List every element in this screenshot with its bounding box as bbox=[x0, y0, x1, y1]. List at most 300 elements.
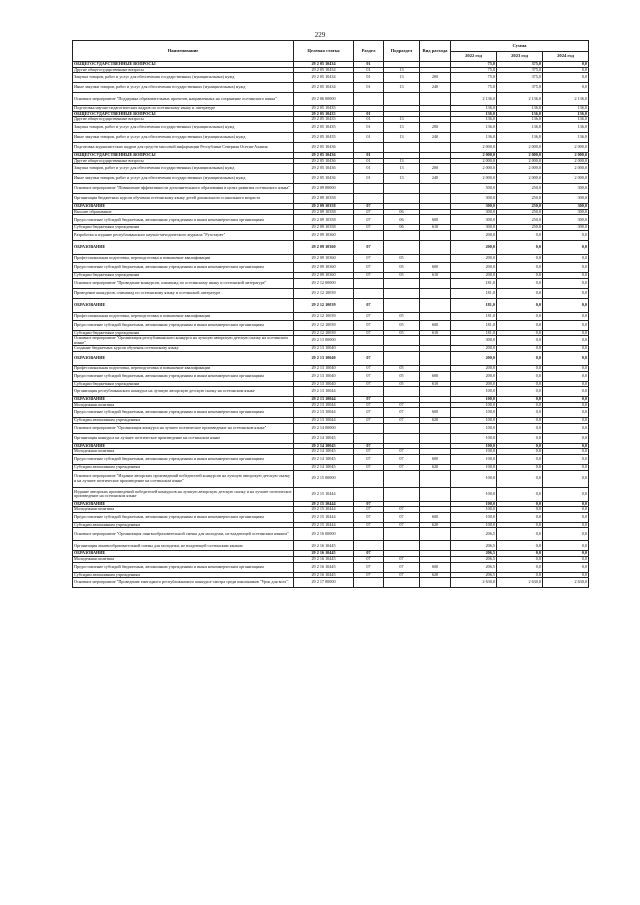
cell-subsection bbox=[384, 278, 420, 288]
cell-2023: 0,0 bbox=[497, 433, 543, 443]
cell-2022: 206,5 bbox=[451, 528, 497, 541]
cell-subsection: 07 bbox=[384, 557, 420, 563]
table-row bbox=[73, 262, 589, 272]
cell-2022: 75,0 bbox=[451, 73, 497, 83]
cell-2023: 0,0 bbox=[497, 512, 543, 522]
cell-2024: 0,0 bbox=[543, 262, 589, 272]
cell-code: 29 2 12 10039 bbox=[294, 288, 354, 298]
cell-name: Основное мероприятие "Поддержка образовательных проектов, направленных на сохранение осетинского языка" bbox=[73, 93, 294, 106]
cell-2023: 250,0 bbox=[497, 204, 543, 210]
cell-2022: 100,0 bbox=[451, 387, 497, 397]
cell-subsection: 07 bbox=[384, 402, 420, 408]
cell-subsection: 06 bbox=[384, 225, 420, 231]
cell-expense-type: 620 bbox=[420, 418, 451, 424]
cell-section: 01 bbox=[354, 83, 384, 93]
cell-expense-type bbox=[420, 433, 451, 443]
cell-section bbox=[354, 387, 384, 397]
cell-name: Закупка товаров, работ и услуг для обеспечения государственных (муниципальных) нужд bbox=[73, 122, 294, 132]
cell-2023: 250,0 bbox=[497, 194, 543, 204]
table-row bbox=[73, 132, 589, 142]
cell-section: 07 bbox=[354, 262, 384, 272]
cell-2022: 181,0 bbox=[451, 278, 497, 288]
cell-2023: 2 000,0 bbox=[497, 174, 543, 184]
cell-expense-type: 600 bbox=[420, 512, 451, 522]
cell-2023: 0,0 bbox=[497, 240, 543, 254]
cell-name: ОБЩЕГОСУДАРСТВЕННЫЕ ВОПРОСЫ bbox=[73, 62, 294, 68]
cell-expense-type bbox=[420, 528, 451, 541]
cell-subsection: 13 bbox=[384, 73, 420, 83]
cell-2022: 75,0 bbox=[451, 83, 497, 93]
cell-name: Высшее образование bbox=[73, 209, 294, 215]
cell-2024: 2 000,0 bbox=[543, 152, 589, 158]
col-header-name: Наименование bbox=[73, 41, 294, 62]
cell-expense-type: 620 bbox=[420, 465, 451, 471]
cell-expense-type bbox=[420, 142, 451, 152]
cell-code: 29 2 05 10436 bbox=[294, 142, 354, 152]
cell-2023: 0,0 bbox=[497, 455, 543, 465]
cell-name: Иные закупки товаров, работ и услуг для обеспечения государственных (муниципальных) нужд bbox=[73, 132, 294, 142]
cell-2024: 0,0 bbox=[543, 387, 589, 397]
cell-expense-type bbox=[420, 387, 451, 397]
cell-2024: 0,0 bbox=[543, 433, 589, 443]
cell-2024: 0,0 bbox=[543, 528, 589, 541]
cell-2024: 0,0 bbox=[543, 62, 589, 68]
cell-expense-type: 200 bbox=[420, 73, 451, 83]
cell-2023: 0,0 bbox=[497, 288, 543, 298]
cell-2023: 0,0 bbox=[497, 397, 543, 403]
cell-2023: 2 000,0 bbox=[497, 158, 543, 164]
cell-name: Проведение конкурсов, олимпиад по осетинскому языку и осетинской литературе bbox=[73, 288, 294, 298]
col-header-2022: 2022 год bbox=[451, 52, 497, 62]
cell-code: 29 2 05 10436 bbox=[294, 158, 354, 164]
cell-2024: 2 630,0 bbox=[543, 578, 589, 588]
cell-expense-type bbox=[420, 278, 451, 288]
cell-code: 29 2 14 10045 bbox=[294, 443, 354, 449]
cell-expense-type: 200 bbox=[420, 122, 451, 132]
table-row bbox=[73, 336, 589, 346]
cell-expense-type bbox=[420, 470, 451, 487]
cell-code: 29 2 05 10434 bbox=[294, 83, 354, 93]
cell-name: Молодежная политика bbox=[73, 507, 294, 513]
cell-2023: 0,0 bbox=[497, 470, 543, 487]
cell-2024: 300,0 bbox=[543, 204, 589, 210]
cell-expense-type: 600 bbox=[420, 262, 451, 272]
cell-section: 07 bbox=[354, 365, 384, 371]
cell-2024: 0,0 bbox=[543, 298, 589, 312]
cell-code: 29 2 15 10444 bbox=[294, 501, 354, 507]
cell-expense-type bbox=[420, 184, 451, 194]
cell-2022: 100,0 bbox=[451, 487, 497, 501]
cell-expense-type: 610 bbox=[420, 272, 451, 278]
cell-section bbox=[354, 470, 384, 487]
cell-2022: 75,0 bbox=[451, 67, 497, 73]
cell-section: 01 bbox=[354, 117, 384, 123]
cell-code: 29 2 13 10040 bbox=[294, 351, 354, 365]
cell-code: 29 2 14 00000 bbox=[294, 423, 354, 433]
table-row bbox=[73, 254, 589, 262]
cell-2024: 0,0 bbox=[543, 443, 589, 449]
cell-2022: 2 000,0 bbox=[451, 152, 497, 158]
cell-name: Организация республиканского конкурса на лучшую авторскую детскую сказку на осетинском языке bbox=[73, 387, 294, 397]
cell-name: ОБРАЗОВАНИЕ bbox=[73, 501, 294, 507]
cell-section bbox=[354, 487, 384, 501]
cell-code: 29 2 14 10045 bbox=[294, 449, 354, 455]
cell-2023: 0,0 bbox=[497, 541, 543, 551]
table-row bbox=[73, 122, 589, 132]
cell-expense-type: 600 bbox=[420, 371, 451, 381]
cell-expense-type bbox=[420, 288, 451, 298]
cell-section bbox=[354, 93, 384, 106]
cell-name: Субсидии автономным учреждениям bbox=[73, 465, 294, 471]
cell-name: Создание бюджетных курсов обучения осетинскому языку bbox=[73, 346, 294, 352]
cell-name: Предоставление субсидий бюджетным, автономным учреждениям и иным некоммерческим организациям bbox=[73, 408, 294, 418]
cell-expense-type: 620 bbox=[420, 522, 451, 528]
table-row bbox=[73, 93, 589, 106]
cell-2022: 200,0 bbox=[451, 230, 497, 240]
cell-2022: 300,0 bbox=[451, 215, 497, 225]
cell-2022: 100,0 bbox=[451, 423, 497, 433]
cell-section: 07 bbox=[354, 215, 384, 225]
cell-2024: 0,0 bbox=[543, 455, 589, 465]
table-row bbox=[73, 240, 589, 254]
cell-name: Организация конкурса на лучшее поэтическое произведение на осетинском языке bbox=[73, 433, 294, 443]
cell-section: 07 bbox=[354, 562, 384, 572]
cell-2022: 136,0 bbox=[451, 132, 497, 142]
cell-name: ОБРАЗОВАНИЕ bbox=[73, 551, 294, 557]
cell-code: 29 2 05 10436 bbox=[294, 174, 354, 184]
cell-name: Субсидии автономным учреждениям bbox=[73, 522, 294, 528]
cell-2022: 2 000,0 bbox=[451, 174, 497, 184]
cell-2022: 136,0 bbox=[451, 111, 497, 117]
cell-section: 07 bbox=[354, 512, 384, 522]
cell-section: 07 bbox=[354, 351, 384, 365]
cell-name: Основное мероприятие "Проведение конкурсов, олимпиад по осетинскому языку и осетинской литературе" bbox=[73, 278, 294, 288]
cell-section: 07 bbox=[354, 204, 384, 210]
cell-subsection: 13 bbox=[384, 132, 420, 142]
cell-2024: 2 000,0 bbox=[543, 164, 589, 174]
cell-2024: 136,0 bbox=[543, 122, 589, 132]
table-row bbox=[73, 230, 589, 240]
cell-name: Молодежная политика bbox=[73, 557, 294, 563]
table-row bbox=[73, 512, 589, 522]
cell-2022: 500,0 bbox=[451, 184, 497, 194]
cell-2022: 100,0 bbox=[451, 449, 497, 455]
cell-2024: 0,0 bbox=[543, 562, 589, 572]
cell-name: Предоставление субсидий бюджетным, автономным учреждениям и иным некоммерческим организациям bbox=[73, 262, 294, 272]
cell-code: 29 2 09 10358 bbox=[294, 194, 354, 204]
cell-2024: 300,0 bbox=[543, 225, 589, 231]
cell-section: 07 bbox=[354, 209, 384, 215]
table-row bbox=[73, 320, 589, 330]
cell-name: ОБЩЕГОСУДАРСТВЕННЫЕ ВОПРОСЫ bbox=[73, 111, 294, 117]
cell-code: 29 2 09 10360 bbox=[294, 240, 354, 254]
cell-section: 07 bbox=[354, 501, 384, 507]
cell-section: 07 bbox=[354, 465, 384, 471]
cell-2023: 0,0 bbox=[497, 298, 543, 312]
cell-code: 29 2 05 10435 bbox=[294, 117, 354, 123]
cell-name: Другие общегосударственные вопросы bbox=[73, 117, 294, 123]
cell-code: 29 2 13 10040 bbox=[294, 381, 354, 387]
cell-code: 29 2 09 00000 bbox=[294, 184, 354, 194]
cell-2023: 0,0 bbox=[497, 487, 543, 501]
cell-section: 07 bbox=[354, 551, 384, 557]
col-header-2024: 2024 год bbox=[543, 52, 589, 62]
cell-2023: 0,0 bbox=[497, 278, 543, 288]
cell-2024: 0,0 bbox=[543, 402, 589, 408]
cell-2024: 0,0 bbox=[543, 418, 589, 424]
cell-code: 29 2 09 10358 bbox=[294, 204, 354, 210]
table-row bbox=[73, 487, 589, 501]
cell-code: 29 2 13 10044 bbox=[294, 387, 354, 397]
cell-section bbox=[354, 541, 384, 551]
cell-2023: 2 630,0 bbox=[497, 578, 543, 588]
cell-2023: 2 000,0 bbox=[497, 142, 543, 152]
cell-name: Другие общегосударственные вопросы bbox=[73, 67, 294, 73]
table-row bbox=[73, 215, 589, 225]
cell-name: ОБРАЗОВАНИЕ bbox=[73, 351, 294, 365]
cell-section: 01 bbox=[354, 158, 384, 164]
cell-subsection bbox=[384, 240, 420, 254]
cell-2023: 0,0 bbox=[497, 351, 543, 365]
cell-subsection: 05 bbox=[384, 330, 420, 336]
cell-code: 29 2 09 10358 bbox=[294, 225, 354, 231]
cell-2023: 0,0 bbox=[497, 272, 543, 278]
cell-2024: 0,0 bbox=[543, 288, 589, 298]
cell-2022: 100,0 bbox=[451, 443, 497, 449]
table-row bbox=[73, 83, 589, 93]
cell-2024: 300,0 bbox=[543, 215, 589, 225]
cell-subsection: 07 bbox=[384, 408, 420, 418]
cell-section: 07 bbox=[354, 298, 384, 312]
cell-2024: 0,0 bbox=[543, 371, 589, 381]
cell-2023: 0,0 bbox=[497, 336, 543, 346]
cell-section: 01 bbox=[354, 73, 384, 83]
cell-code: 29 2 15 10444 bbox=[294, 512, 354, 522]
cell-2022: 200,0 bbox=[451, 272, 497, 278]
cell-2022: 100,0 bbox=[451, 418, 497, 424]
cell-section: 07 bbox=[354, 522, 384, 528]
cell-code: 29 2 13 10040 bbox=[294, 346, 354, 352]
cell-code: 29 2 17 00000 bbox=[294, 578, 354, 588]
cell-2024: 0,0 bbox=[543, 312, 589, 320]
cell-section: 07 bbox=[354, 254, 384, 262]
cell-name: Закупка товаров, работ и услуг для обеспечения государственных (муниципальных) нужд bbox=[73, 73, 294, 83]
cell-code: 29 2 05 10435 bbox=[294, 111, 354, 117]
cell-2022: 2 000,0 bbox=[451, 164, 497, 174]
cell-2023: 2 000,0 bbox=[497, 164, 543, 174]
cell-subsection: 05 bbox=[384, 381, 420, 387]
cell-section: 07 bbox=[354, 557, 384, 563]
cell-2024: 0,0 bbox=[543, 512, 589, 522]
cell-2023: 375,0 bbox=[497, 73, 543, 83]
cell-expense-type bbox=[420, 336, 451, 346]
cell-expense-type bbox=[420, 578, 451, 588]
cell-section bbox=[354, 423, 384, 433]
cell-2023: 0,0 bbox=[497, 254, 543, 262]
col-header-section: Раздел bbox=[354, 41, 384, 62]
cell-2023: 0,0 bbox=[497, 449, 543, 455]
cell-2024: 0,0 bbox=[543, 487, 589, 501]
cell-section: 07 bbox=[354, 381, 384, 387]
cell-2022: 2 000,0 bbox=[451, 142, 497, 152]
cell-expense-type bbox=[420, 298, 451, 312]
budget-table bbox=[72, 40, 589, 588]
cell-expense-type: 600 bbox=[420, 215, 451, 225]
cell-expense-type: 610 bbox=[420, 330, 451, 336]
cell-subsection: 05 bbox=[384, 371, 420, 381]
cell-name: ОБРАЗОВАНИЕ bbox=[73, 204, 294, 210]
cell-2023: 136,0 bbox=[497, 132, 543, 142]
cell-name: Предоставление субсидий бюджетным, автономным учреждениям и иным некоммерческим организациям bbox=[73, 512, 294, 522]
cell-2023: 0,0 bbox=[497, 507, 543, 513]
cell-expense-type: 610 bbox=[420, 225, 451, 231]
table-row bbox=[73, 351, 589, 365]
cell-2022: 200,0 bbox=[451, 346, 497, 352]
cell-2022: 100,0 bbox=[451, 408, 497, 418]
cell-code: 29 2 12 10039 bbox=[294, 312, 354, 320]
cell-2024: 0,0 bbox=[543, 381, 589, 387]
cell-2024: 0,0 bbox=[543, 507, 589, 513]
cell-2023: 0,0 bbox=[497, 230, 543, 240]
cell-code: 29 2 09 10358 bbox=[294, 209, 354, 215]
cell-section: 01 bbox=[354, 164, 384, 174]
cell-subsection: 05 bbox=[384, 312, 420, 320]
cell-2022: 181,0 bbox=[451, 288, 497, 298]
cell-section: 01 bbox=[354, 67, 384, 73]
cell-section bbox=[354, 194, 384, 204]
cell-2024: 0,0 bbox=[543, 423, 589, 433]
cell-section bbox=[354, 578, 384, 588]
cell-2023: 250,0 bbox=[497, 225, 543, 231]
cell-2024: 2 000,0 bbox=[543, 158, 589, 164]
cell-subsection bbox=[384, 423, 420, 433]
cell-expense-type: 620 bbox=[420, 572, 451, 578]
table-row bbox=[73, 288, 589, 298]
cell-subsection bbox=[384, 336, 420, 346]
cell-code: 29 2 15 00000 bbox=[294, 470, 354, 487]
cell-2022: 300,0 bbox=[451, 204, 497, 210]
cell-subsection bbox=[384, 528, 420, 541]
cell-2022: 200,0 bbox=[451, 365, 497, 371]
cell-2022: 136,0 bbox=[451, 106, 497, 112]
cell-expense-type: 600 bbox=[420, 408, 451, 418]
col-header-subsection: Подраздел bbox=[384, 41, 420, 62]
cell-name: ОБРАЗОВАНИЕ bbox=[73, 397, 294, 403]
cell-code: 29 2 16 10445 bbox=[294, 541, 354, 551]
cell-subsection bbox=[384, 541, 420, 551]
cell-name: Основное мероприятие "Издание авторских произведений победителей конкурсов на лучшую авторскую детскую сказку и на лучшее поэтическое произведение на осетинском языке" bbox=[73, 470, 294, 487]
cell-code: 29 2 16 10445 bbox=[294, 572, 354, 578]
cell-section: 01 bbox=[354, 62, 384, 68]
cell-2024: 0,0 bbox=[543, 240, 589, 254]
cell-2024: 0,0 bbox=[543, 408, 589, 418]
cell-2024: 0,0 bbox=[543, 501, 589, 507]
cell-section: 01 bbox=[354, 122, 384, 132]
cell-section: 07 bbox=[354, 312, 384, 320]
cell-section bbox=[354, 184, 384, 194]
cell-name: Профессиональная подготовка, переподготовка и повышение квалификации bbox=[73, 365, 294, 371]
cell-subsection: 06 bbox=[384, 215, 420, 225]
table-row bbox=[73, 562, 589, 572]
cell-subsection: 13 bbox=[384, 158, 420, 164]
cell-code: 29 2 13 10044 bbox=[294, 402, 354, 408]
cell-subsection bbox=[384, 470, 420, 487]
cell-name: ОБРАЗОВАНИЕ bbox=[73, 298, 294, 312]
cell-2024: 0,0 bbox=[543, 336, 589, 346]
cell-name: Предоставление субсидий бюджетным, автономным учреждениям и иным некоммерческим организациям bbox=[73, 320, 294, 330]
cell-code: 29 2 15 10444 bbox=[294, 487, 354, 501]
cell-expense-type bbox=[420, 541, 451, 551]
table-row bbox=[73, 371, 589, 381]
cell-2022: 100,0 bbox=[451, 470, 497, 487]
cell-2024: 0,0 bbox=[543, 522, 589, 528]
cell-code: 29 2 13 10040 bbox=[294, 371, 354, 381]
cell-code: 29 2 13 10044 bbox=[294, 397, 354, 403]
cell-section bbox=[354, 528, 384, 541]
cell-2024: 0,0 bbox=[543, 346, 589, 352]
table-row bbox=[73, 73, 589, 83]
col-header-expense-type: Вид расхода bbox=[420, 41, 451, 62]
cell-2024: 0,0 bbox=[543, 541, 589, 551]
cell-2023: 136,0 bbox=[497, 106, 543, 112]
cell-2024: 0,0 bbox=[543, 351, 589, 365]
cell-2022: 200,0 bbox=[451, 351, 497, 365]
cell-code: 29 2 13 00000 bbox=[294, 336, 354, 346]
cell-subsection: 05 bbox=[384, 272, 420, 278]
cell-2023: 136,0 bbox=[497, 117, 543, 123]
cell-2023: 0,0 bbox=[497, 557, 543, 563]
cell-2023: 0,0 bbox=[497, 418, 543, 424]
cell-2022: 100,0 bbox=[451, 402, 497, 408]
cell-code: 29 2 13 10044 bbox=[294, 408, 354, 418]
cell-subsection: 06 bbox=[384, 209, 420, 215]
cell-2022: 206,5 bbox=[451, 551, 497, 557]
cell-2023: 0,0 bbox=[497, 562, 543, 572]
cell-2023: 0,0 bbox=[497, 365, 543, 371]
cell-section: 07 bbox=[354, 371, 384, 381]
cell-2024: 0,0 bbox=[543, 397, 589, 403]
cell-section: 07 bbox=[354, 572, 384, 578]
cell-code: 29 2 13 10040 bbox=[294, 365, 354, 371]
cell-name: Субсидии бюджетным учреждениям bbox=[73, 330, 294, 336]
cell-expense-type: 600 bbox=[420, 320, 451, 330]
cell-code: 29 2 12 00000 bbox=[294, 278, 354, 288]
cell-subsection bbox=[384, 487, 420, 501]
cell-subsection bbox=[384, 93, 420, 106]
cell-2024: 0,0 bbox=[543, 254, 589, 262]
cell-name: Предоставление субсидий бюджетным, автономным учреждениям и иным некоммерческим организациям bbox=[73, 371, 294, 381]
cell-name: Предоставление субсидий бюджетным, автономным учреждениям и иным некоммерческим организациям bbox=[73, 215, 294, 225]
cell-name: Иные закупки товаров, работ и услуг для обеспечения государственных (муниципальных) нужд bbox=[73, 83, 294, 93]
cell-2023: 250,0 bbox=[497, 184, 543, 194]
cell-expense-type bbox=[420, 194, 451, 204]
cell-code: 29 2 13 10044 bbox=[294, 418, 354, 424]
cell-name: Субсидии автономным учреждениям bbox=[73, 418, 294, 424]
table-row bbox=[73, 387, 589, 397]
col-header-code: Целевая статья bbox=[294, 41, 354, 62]
cell-2022: 2 000,0 bbox=[451, 158, 497, 164]
cell-subsection: 07 bbox=[384, 562, 420, 572]
cell-subsection: 07 bbox=[384, 507, 420, 513]
cell-code: 29 2 05 10434 bbox=[294, 62, 354, 68]
cell-section: 01 bbox=[354, 132, 384, 142]
cell-expense-type: 600 bbox=[420, 562, 451, 572]
cell-subsection bbox=[384, 142, 420, 152]
cell-subsection bbox=[384, 288, 420, 298]
cell-section bbox=[354, 336, 384, 346]
cell-code: 29 2 09 10360 bbox=[294, 272, 354, 278]
cell-name: Основное мероприятие "Проведение ежегодного республиканского конкурса-смотра среди школьников "Урок для всех" bbox=[73, 578, 294, 588]
